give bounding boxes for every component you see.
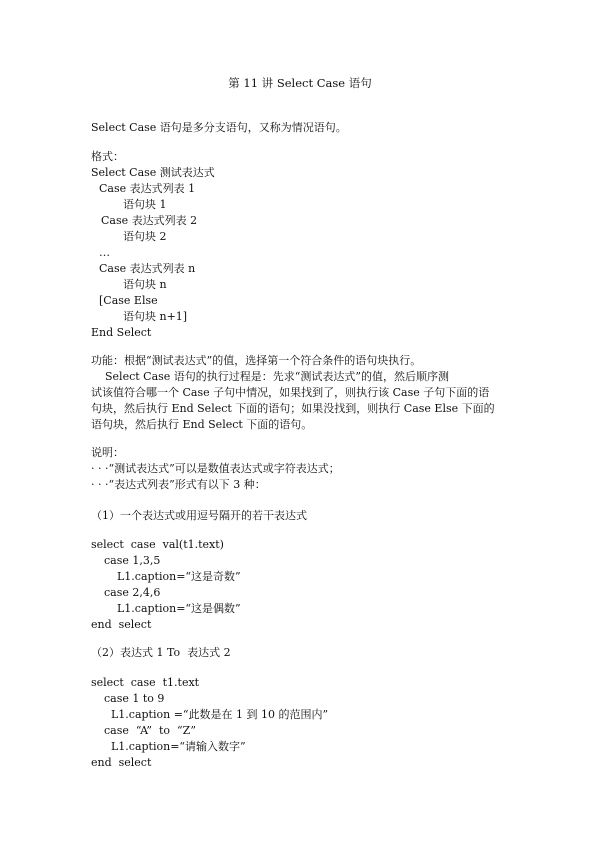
intro-text: Select Case 语句是多分支语句，又称为情况语句。 <box>91 121 347 134</box>
code-line: case 1 to 9 <box>104 692 165 705</box>
code-line: L1.caption=“这是奇数” <box>117 570 241 583</box>
form2-heading: （2）表达式 1 To 表达式 2 <box>91 646 231 659</box>
format-line: End Select <box>91 326 152 339</box>
page-title: 第 11 讲 Select Case 语句 <box>228 76 372 90</box>
code-line: select case val(t1.text) <box>91 538 224 551</box>
code-line: select case t1.text <box>91 676 200 689</box>
notes-bullet: · · ·“表达式列表”形式有以下 3 种： <box>91 478 266 491</box>
function-text: 语句块，然后执行 End Select 下面的语句。 <box>91 418 313 431</box>
code-line: end select <box>91 618 152 631</box>
format-line: 语句块 n+1] <box>123 310 188 323</box>
function-text: Select Case 语句的执行过程是：先求“测试表达式”的值，然后顺序测 <box>105 370 450 383</box>
code-line: L1.caption =“此数是在 1 到 10 的范围内” <box>111 708 329 721</box>
format-line: 语句块 2 <box>123 230 167 243</box>
format-line: Case 表达式列表 1 <box>99 182 196 195</box>
function-text: 功能：根据“测试表达式”的值，选择第一个符合条件的语句块执行。 <box>91 354 422 367</box>
code-line: case “A” to “Z” <box>104 724 196 737</box>
format-heading: 格式： <box>91 150 124 163</box>
notes-heading: 说明： <box>91 446 124 459</box>
function-text: 试该值符合哪一个 Case 子句中情况，如果找到了，则执行该 Case 子句下面的语 <box>91 386 490 399</box>
code-line: L1.caption=“这是偶数” <box>117 602 241 615</box>
format-line: Select Case 测试表达式 <box>91 166 215 179</box>
format-line: 语句块 1 <box>123 198 167 211</box>
format-line: Case 表达式列表 2 <box>101 214 198 227</box>
code-line: case 2,4,6 <box>104 586 161 599</box>
format-line: 语句块 n <box>123 278 167 291</box>
code-line: L1.caption=“请输入数字” <box>111 740 246 753</box>
notes-bullet: · · ·“测试表达式”可以是数值表达式或字符表达式； <box>91 462 340 475</box>
form1-heading: （1）一个表达式或用逗号隔开的若干表达式 <box>91 509 307 522</box>
function-text: 句块，然后执行 End Select 下面的语句；如果没找到，则执行 Case Else 下面的 <box>91 402 495 415</box>
code-line: case 1,3,5 <box>104 554 161 567</box>
code-line: end select <box>91 756 152 769</box>
format-line: [Case Else <box>99 294 158 307</box>
format-line: Case 表达式列表 n <box>99 262 196 275</box>
format-line: … <box>99 246 110 259</box>
